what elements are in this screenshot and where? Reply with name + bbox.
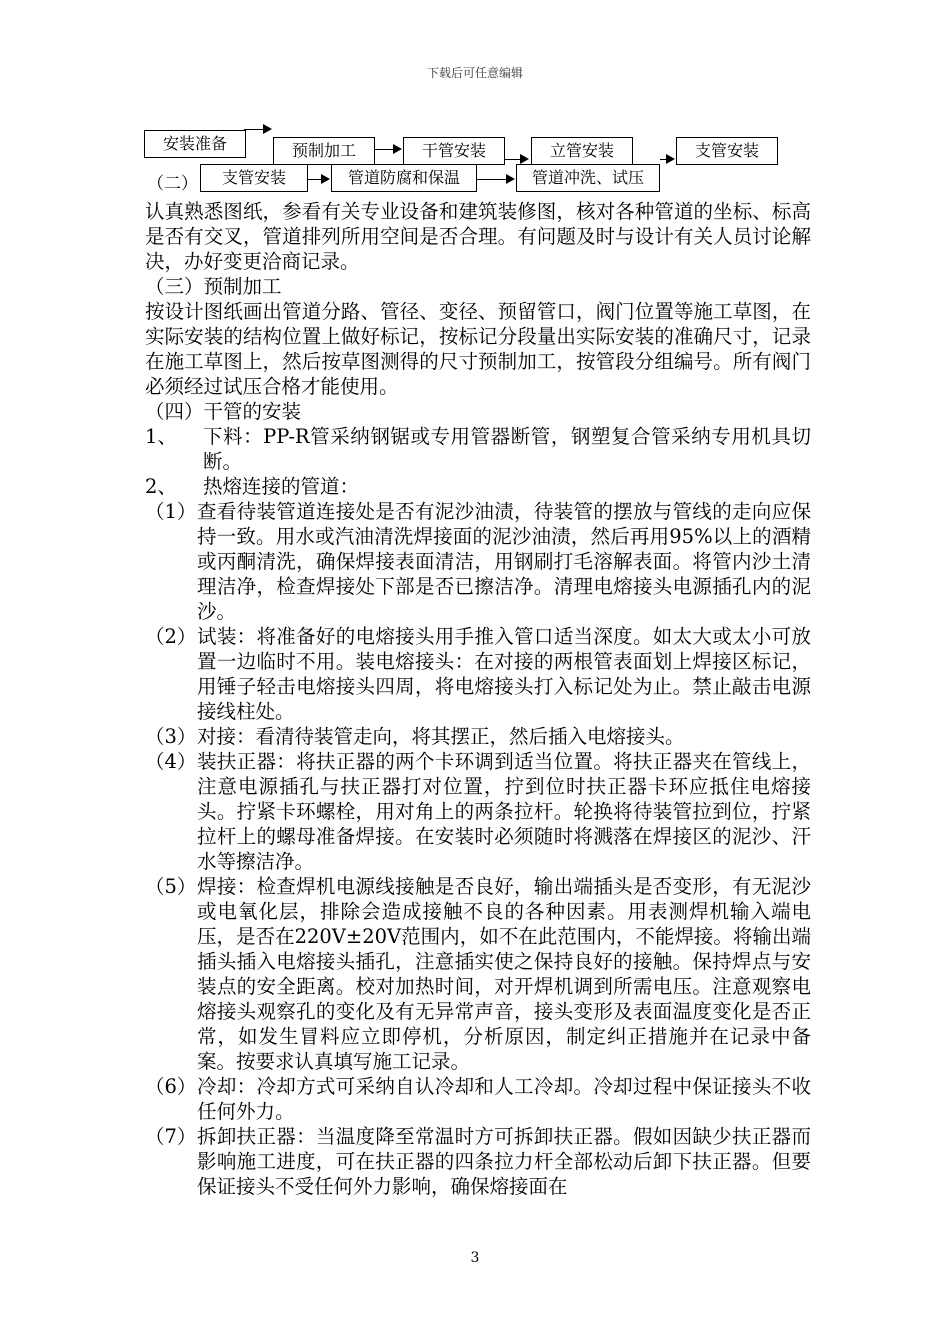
section-heading-prefab: （三）预制加工 <box>145 275 282 298</box>
connector-line <box>244 129 264 130</box>
flow-box-anticorrosion: 管道防腐和保温 <box>331 164 477 192</box>
page-header: 下载后可任意编辑 <box>426 66 523 80</box>
sub-number: （2） <box>145 625 197 648</box>
paragraph-drawing-review: 认真熟悉图纸，参看有关专业设备和建筑装修图，核对各种管道的坐标、标高是否有交叉，管道排列所用空间是否合理。有问题及时与设计有关人员讨论解决，办好变更洽商记录。 <box>145 200 811 273</box>
sub-item <box>145 724 811 749</box>
sub-item <box>145 749 811 874</box>
flow-box-flush-test: 管道冲洗、试压 <box>516 164 660 192</box>
flow-box-branch: 支管安装 <box>200 164 308 192</box>
flow-box-prefab: 预制加工 <box>273 137 375 165</box>
sub-number: （1） <box>145 500 197 523</box>
list-number: 1、 <box>145 425 177 448</box>
sub-text: 冷却：冷却方式可采纳自认冷却和人工冷却。冷却过程中保证接头不收任何外力。 <box>197 1075 811 1123</box>
sub-item <box>145 1074 811 1124</box>
sub-item <box>145 874 811 1074</box>
list-number: 2、 <box>145 475 177 498</box>
sub-item <box>145 624 811 724</box>
sub-number: （7） <box>145 1125 197 1148</box>
section-heading-main-pipe: （四）干管的安装 <box>145 400 302 423</box>
list-item <box>145 474 811 499</box>
flow-box-branch-right: 支管安装 <box>676 137 778 165</box>
flow-box-main-pipe: 干管安装 <box>403 137 505 165</box>
paragraph-prefab: 按设计图纸画出管道分路、管径、变径、预留管口，阀门位置等施工草图，在实际安装的结构位置上做好标记，按标记分段量出实际安装的准确尺寸，记录在施工草图上，然后按草图测得的尺寸预制加工，按管段分组编号。所有阀门必须经过试压合格才能使用。 <box>145 300 811 398</box>
section-fragment: （二） <box>147 174 198 194</box>
sub-number: （5） <box>145 875 197 898</box>
document-body <box>145 199 811 1199</box>
sub-text: 焊接：检查焊机电源线接触是否良好，输出端插头是否变形，有无泥沙或电氧化层，排除会造成接触不良的各种因素。用表测焊机输入端电压，是否在220V±20V范围内，如不在此范围内，不能焊接。将输出端插头插入电熔接头插孔，注意插实使之保持良好的接触。保持焊点与安装点的安全距离。校对加热时间，对开焊机调到所需电压。注意观察电熔接头观察孔的变化及有无异常声音，接头变形及表面温度变化是否正常，如发生冒料应立即停机，分析原因，制定纠正措施并在记录中备案。按要求认真填写施工记录。 <box>197 875 811 1073</box>
arrow-icon <box>520 154 529 164</box>
sub-number: （4） <box>145 750 197 773</box>
list-item <box>145 424 811 474</box>
arrow-icon <box>263 124 272 134</box>
sub-item <box>145 499 811 624</box>
sub-text: 试装：将准备好的电熔接头用手推入管口适当深度。如太大或太小可放置一边临时不用。装电熔接头：在对接的两根管表面划上焊接区标记，用锤子轻击电熔接头四周，将电熔接头打入标记处为止。禁止敲击电源接线柱处。 <box>197 625 811 723</box>
sub-number: （6） <box>145 1075 197 1098</box>
sub-text: 对接：看清待装管走向，将其摆正，然后插入电熔接头。 <box>197 725 685 748</box>
arrow-icon <box>393 144 402 154</box>
arrow-icon <box>506 174 515 184</box>
sub-text: 查看待装管道连接处是否有泥沙油渍，待装管的摆放与管线的走向应保持一致。用水或汽油清洗焊接面的泥沙油渍，然后再用95%以上的酒精或丙酮清洗，确保焊接表面清洁，用钢刷打毛溶解表面。将管内沙土清理洁净，检查焊接处下部是否已擦洁净。清理电熔接头电源插孔内的泥沙。 <box>197 500 811 623</box>
flow-box-riser: 立管安装 <box>531 137 633 165</box>
arrow-icon <box>321 174 330 184</box>
sub-text: 装扶正器：将扶正器的两个卡环调到适当位置。将扶正器夹在管线上，注意电源插孔与扶正器打对位置，拧到位时扶正器卡环应抵住电熔接头。拧紧卡环螺栓，用对角上的两条拉杆。轮换将待装管拉到位，拧紧拉杆上的螺母准备焊接。在安装时必须随时将溅落在焊接区的泥沙、汗水等擦洁净。 <box>197 750 811 873</box>
connector-line <box>477 179 507 180</box>
sub-number: （3） <box>145 725 197 748</box>
page-number: 3 <box>470 1250 480 1266</box>
sub-item <box>145 1124 811 1199</box>
connector-line <box>374 149 394 150</box>
list-text: 热熔连接的管道： <box>203 475 360 498</box>
sub-text: 拆卸扶正器：当温度降至常温时方可拆卸扶正器。假如因缺少扶正器而影响施工进度，可在扶正器的四条拉力杆全部松动后卸下扶正器。但要保证接头不受任何外力影响，确保熔接面在 <box>197 1125 811 1198</box>
connector-line <box>505 159 521 160</box>
arrow-icon <box>666 154 675 164</box>
flow-box-prepare: 安装准备 <box>144 130 246 158</box>
connector-line <box>308 179 322 180</box>
list-text: 下料：PP-R管采纳钢锯或专用管器断管，钢塑复合管采纳专用机具切断。 <box>203 425 811 473</box>
